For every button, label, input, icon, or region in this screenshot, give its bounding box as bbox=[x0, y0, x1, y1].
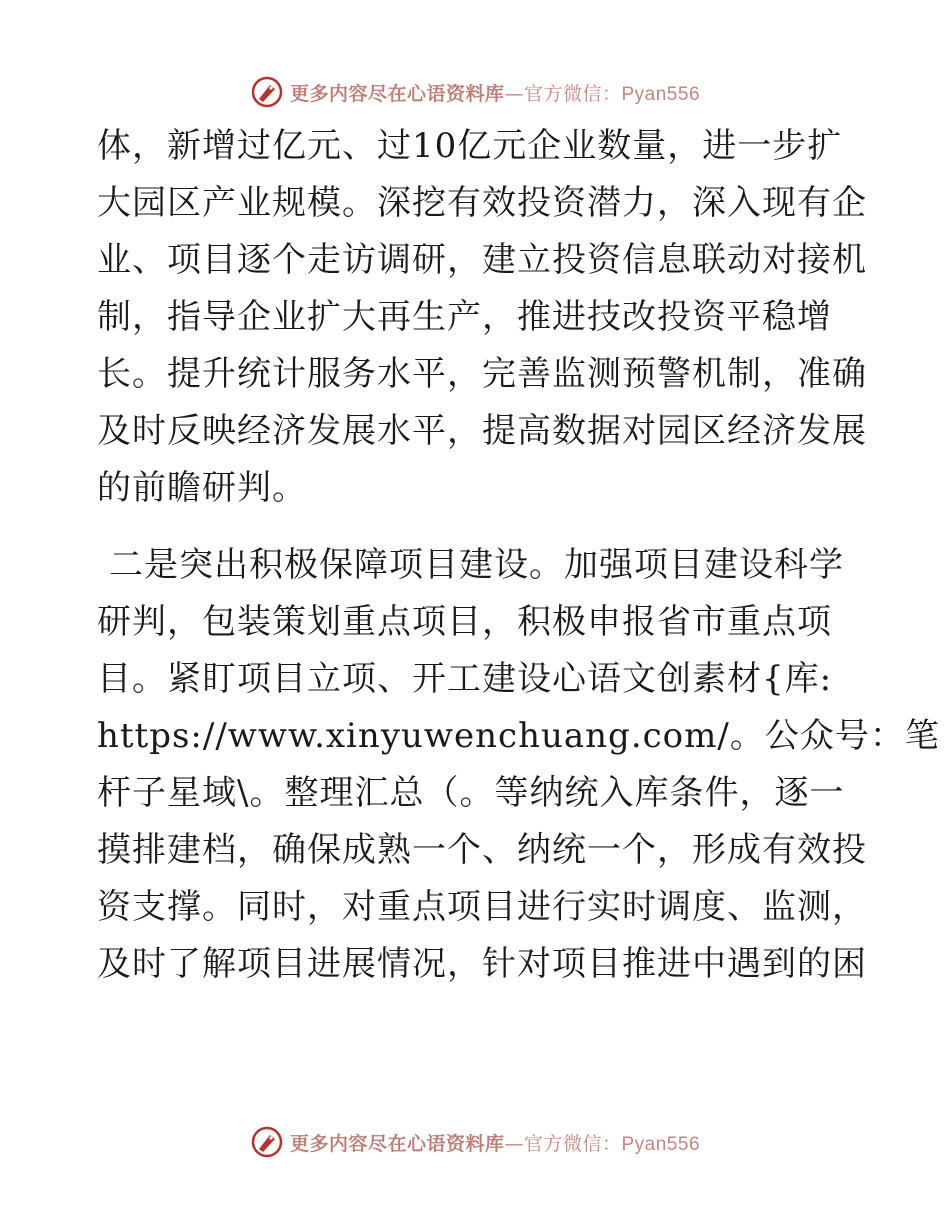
text-line: 及时了解项目进展情况，针对项目推进中遇到的困 bbox=[97, 944, 867, 984]
paragraph-2 bbox=[97, 537, 940, 993]
paragraph-1 bbox=[97, 118, 867, 517]
banner-wechat-id: Pyan556 bbox=[621, 1133, 701, 1155]
pen-nib-circle-icon bbox=[250, 1125, 284, 1159]
banner-label: 官方微信： bbox=[523, 82, 622, 105]
text-line: 目。紧盯项目立项、开工建设心语文创素材{库: bbox=[97, 659, 833, 699]
banner-text bbox=[290, 1129, 700, 1156]
footer-banner bbox=[0, 1122, 950, 1162]
banner-label: 官方微信： bbox=[523, 1132, 622, 1155]
text-line: 大园区产业规模。深挖有效投资潜力，深入现有企 bbox=[97, 183, 867, 223]
text-line: https://www.xinyuwenchuang.com/。公众号：笔 bbox=[97, 716, 940, 756]
banner-brand: 更多内容尽在心语资料库 bbox=[289, 1132, 505, 1155]
text-line: 的前瞻研判。 bbox=[97, 468, 307, 508]
banner-text bbox=[290, 79, 700, 106]
banner-brand: 更多内容尽在心语资料库 bbox=[289, 82, 505, 105]
text-line: 资支撑。同时，对重点项目进行实时调度、监测， bbox=[97, 887, 867, 927]
text-line: 二是突出积极保障项目建设。加强项目建设科学 bbox=[109, 545, 844, 585]
text-line: 研判，包装策划重点项目，积极申报省市重点项 bbox=[97, 602, 832, 642]
banner-wechat-id: Pyan556 bbox=[621, 83, 701, 105]
banner-separator: — bbox=[504, 1132, 524, 1155]
banner-separator: — bbox=[504, 82, 524, 105]
text-line: 业、项目逐个走访调研，建立投资信息联动对接机 bbox=[97, 240, 867, 280]
text-line: 杆子星域\。整理汇总（。等纳统入库条件，逐一 bbox=[97, 773, 845, 813]
header-banner bbox=[0, 72, 950, 112]
text-line: 体，新增过亿元、过10亿元企业数量，进一步扩 bbox=[97, 126, 843, 166]
text-line: 摸排建档，确保成熟一个、纳统一个，形成有效投 bbox=[97, 830, 867, 870]
text-line: 及时反映经济发展水平，提高数据对园区经济发展 bbox=[97, 411, 867, 451]
text-line: 制，指导企业扩大再生产，推进技改投资平稳增 bbox=[97, 297, 832, 337]
pen-nib-circle-icon bbox=[250, 75, 284, 109]
paragraph-gap bbox=[97, 517, 857, 537]
document-body bbox=[97, 118, 940, 993]
text-line: 长。提升统计服务水平，完善监测预警机制，准确 bbox=[97, 354, 867, 394]
